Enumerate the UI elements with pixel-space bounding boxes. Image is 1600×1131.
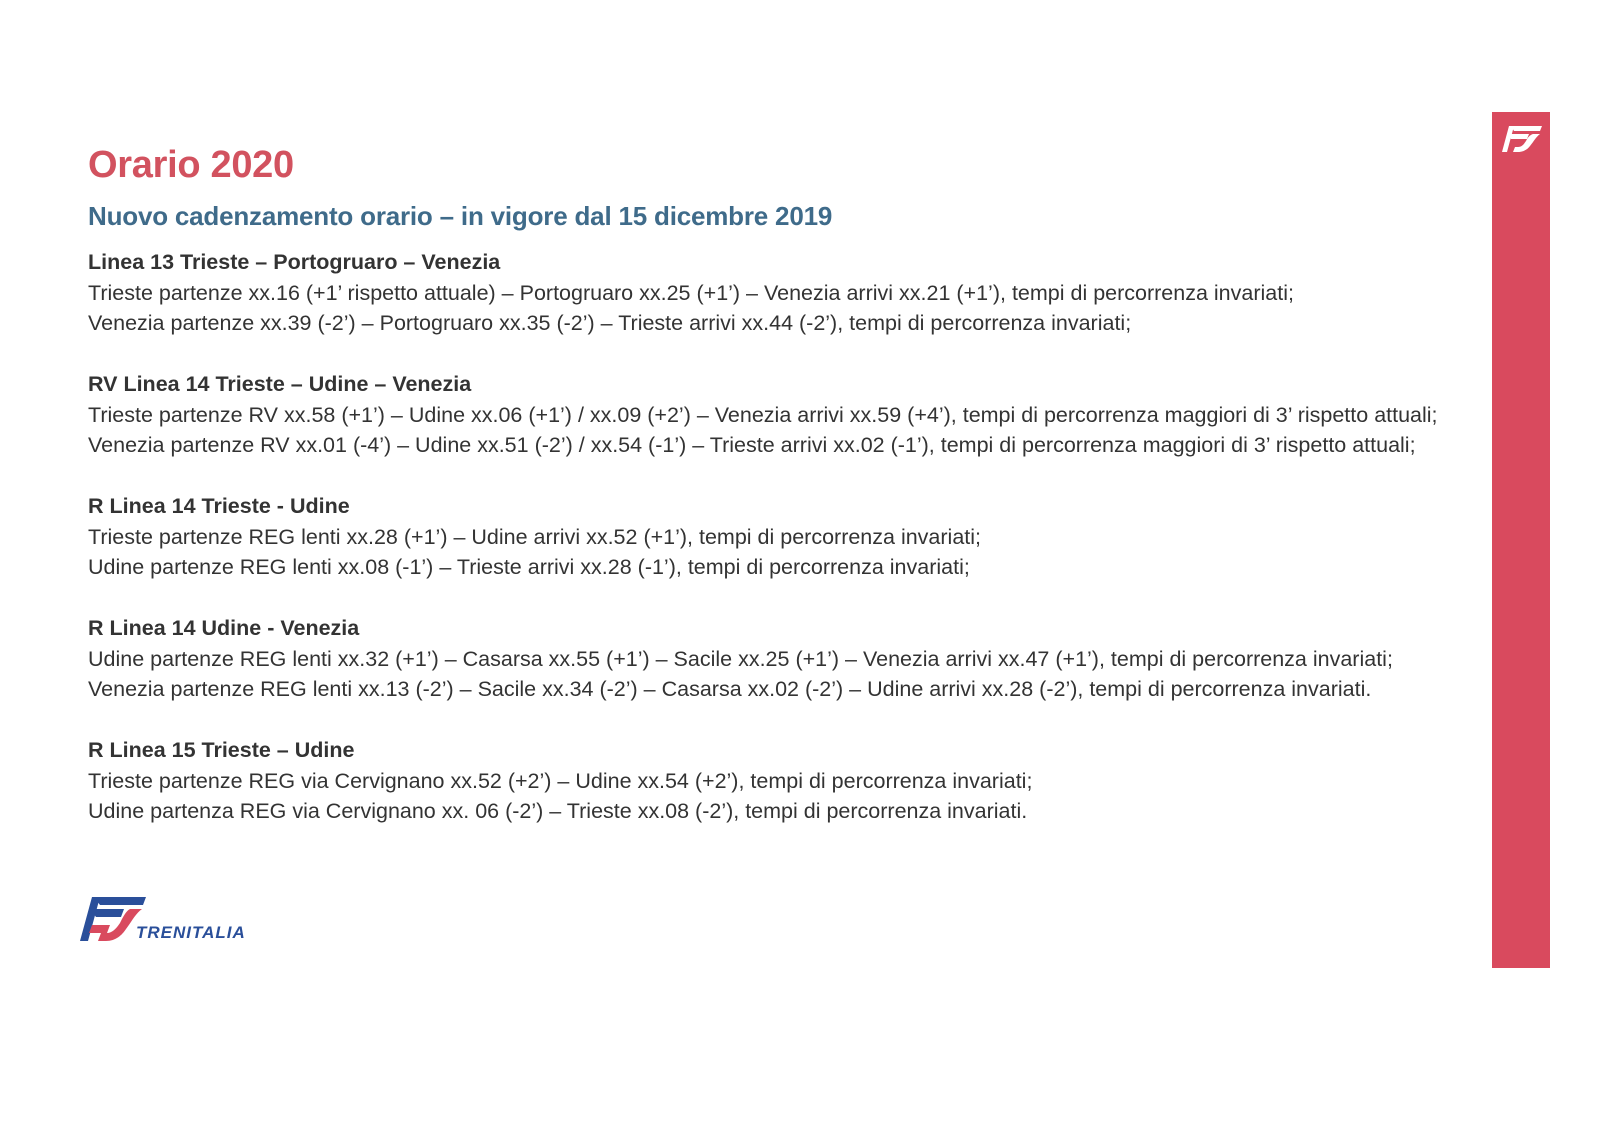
page-subtitle: Nuovo cadenzamento orario – in vigore dal 15 dicembre 2019 [88, 201, 833, 231]
section-heading: R Linea 14 Udine - Venezia [88, 616, 360, 640]
section-rv-linea-14 [88, 369, 1478, 461]
section-heading: R Linea 15 Trieste – Udine [88, 738, 355, 762]
section-heading: Linea 13 Trieste – Portogruaro – Venezia [88, 250, 501, 274]
section-linea-13 [88, 247, 1478, 339]
brand-name: TRENITALIA [136, 923, 246, 942]
section-line: Venezia partenze REG lenti xx.13 (-2’) – Sacile xx.34 (-2’) – Casarsa xx.02 (-2’) – Udine arrivi xx.28 (-2’), tempi di percorrenza invariati. [88, 677, 1372, 701]
side-bar [1492, 112, 1550, 1055]
section-r-linea-14-trieste-udine [88, 491, 1478, 583]
page-number: 6 [1517, 1040, 1525, 1055]
section-line: Udine partenze REG lenti xx.32 (+1’) – Casarsa xx.55 (+1’) – Sacile xx.25 (+1’) – Venezia arrivi xx.47 (+1’), tempi di percorrenza invariati; [88, 646, 1393, 671]
schedule-content [88, 247, 1478, 857]
section-line: Trieste partenze REG via Cervignano xx.52 (+2’) – Udine xx.54 (+2’), tempi di percorrenza invariati; [88, 768, 1033, 793]
fs-logo-icon [1502, 124, 1542, 154]
section-line: Udine partenza REG via Cervignano xx. 06 (-2’) – Trieste xx.08 (-2’), tempi di percorrenza invariati. [88, 799, 1028, 823]
page-title: Orario 2020 [88, 144, 294, 186]
section-heading: R Linea 14 Trieste - Udine [88, 494, 350, 518]
section-r-linea-15 [88, 735, 1478, 827]
section-line: Venezia partenze xx.39 (-2’) – Portogruaro xx.35 (-2’) – Trieste arrivi xx.44 (-2’), tempi di percorrenza invariati; [88, 311, 1132, 335]
trenitalia-logo [80, 895, 280, 947]
section-line: Trieste partenze REG lenti xx.28 (+1’) – Udine arrivi xx.52 (+1’), tempi di percorrenza invariati; [88, 524, 982, 549]
section-line: Udine partenze REG lenti xx.08 (-1’) – Trieste arrivi xx.28 (-1’), tempi di percorrenza invariati; [88, 555, 970, 579]
section-r-linea-14-udine-venezia [88, 613, 1478, 705]
section-heading: RV Linea 14 Trieste – Udine – Venezia [88, 372, 472, 396]
section-line: Venezia partenze RV xx.01 (-4’) – Udine xx.51 (-2’) / xx.54 (-1’) – Trieste arrivi xx.02 (-1’), tempi di percorrenza maggiori di 3’ rispetto attuali; [88, 433, 1416, 457]
section-line: Trieste partenze RV xx.58 (+1’) – Udine xx.06 (+1’) / xx.09 (+2’) – Venezia arrivi xx.59 (+4’), tempi di percorrenza maggiori di 3’ rispetto attuali; [88, 402, 1438, 427]
section-line: Trieste partenze xx.16 (+1’ rispetto attuale) – Portogruaro xx.25 (+1’) – Venezia arrivi xx.21 (+1’), tempi di percorrenza invariati; [88, 280, 1294, 305]
